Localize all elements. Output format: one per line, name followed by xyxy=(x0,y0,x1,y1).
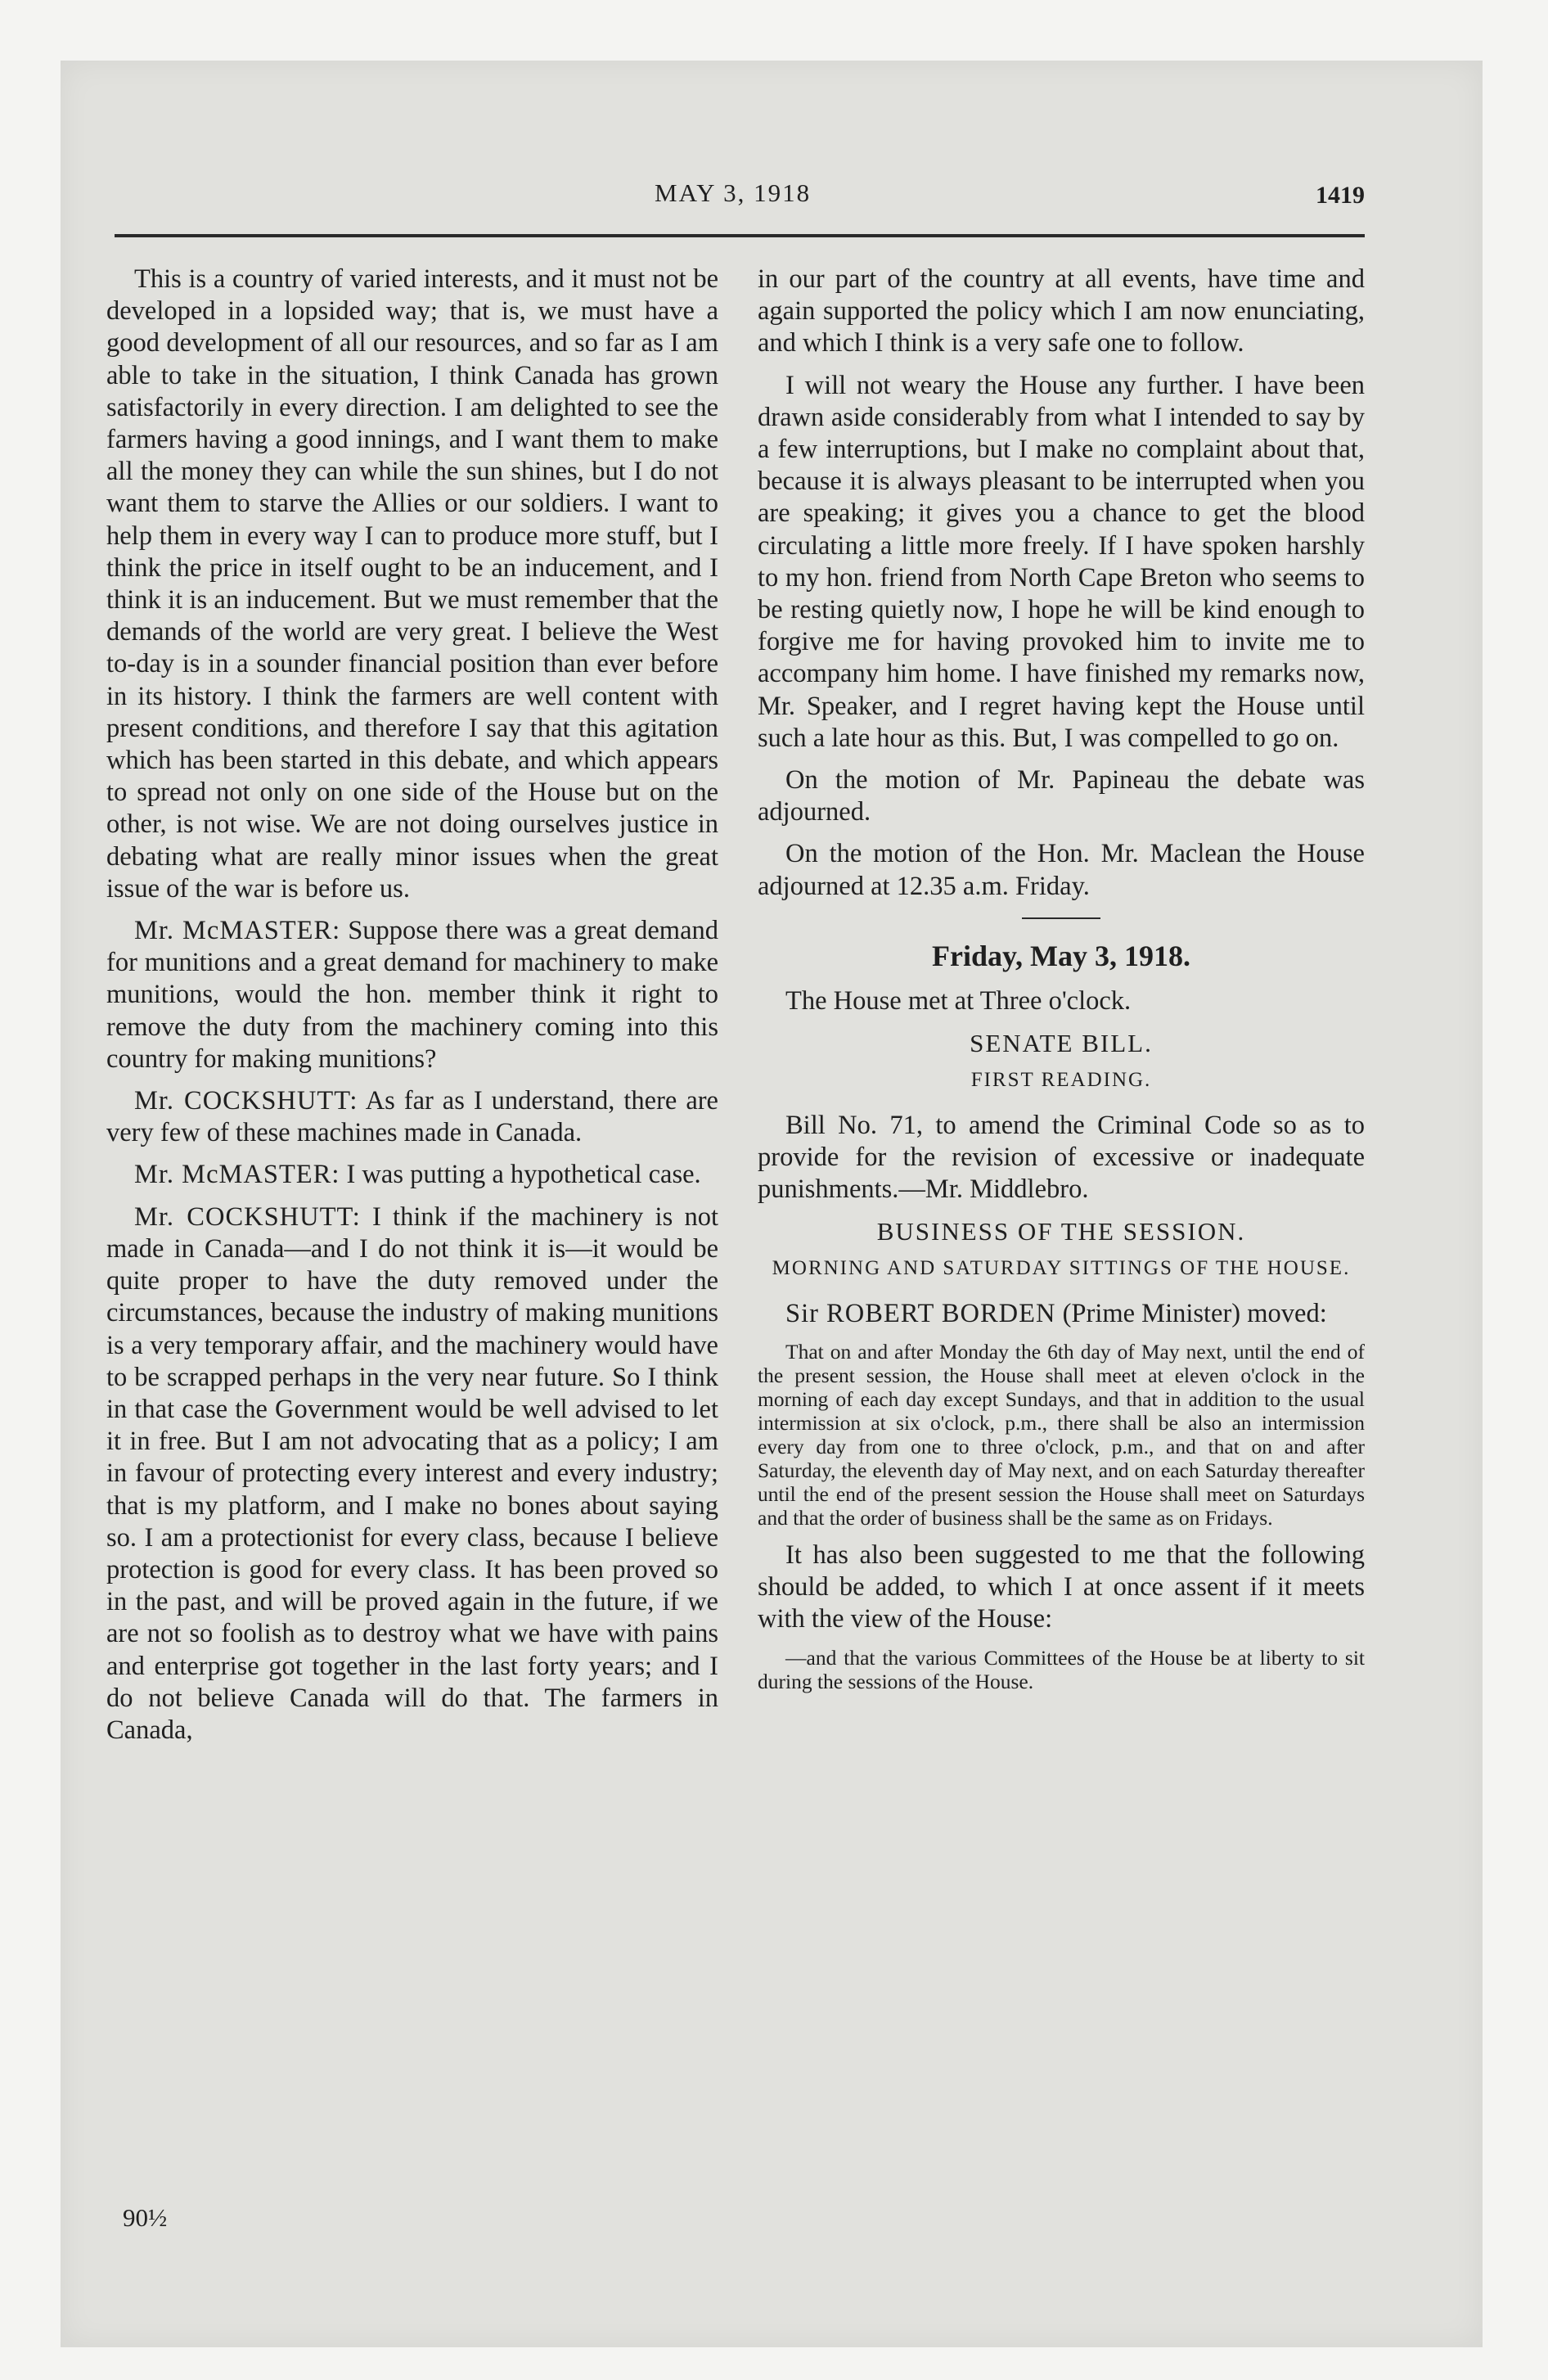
subsection-heading: FIRST READING. xyxy=(970,1069,1152,1092)
speech-text: I think if the machinery is not made in Canada—and I do not think it is—it would be quite proper to have the duty removed under the circumstances, because the industry of making munitions is a very temporary affair, and the machinery would have to be scrapped perhaps in the very near future. So I think in that case the Government would be well advised to let it in free. But I am not advocating that as a policy; I am in favour of protecting every interest and every industry; that is my platform, and I make no bones about saying so. I am a protectionist for every class, because I believe protection is good for every class. It has been proved so in the past, and will be proved again in the future, if we are not so foolish as to destroy what we have with pains and enterprise got together in the last forty years; and I do not believe Canada will do that. The farmers in Canada, xyxy=(106,1201,718,1745)
paragraph xyxy=(106,1085,718,1149)
speaker-name: Mr. COCKSHUTT: xyxy=(134,1201,361,1232)
paragraph: On the motion of Mr. Papineau the debate was adjourned. xyxy=(758,765,1365,827)
right-column xyxy=(758,264,1365,1693)
paragraph: This is a country of varied interests, and it must not be developed in a lopsided way; that is, we must have a good development of all our resources, and so far as I am able to take in the situation, I think Canada has grown satisfactorily in every direction. I am delighted to see the farmers having a good innings, and I want them to make all the money they can while the sun shines, but I do not want them to starve the Allies or our soldiers. I want to help them in every way I can to produce more stuff, but I think the price in itself ought to be an inducement, and I think it is an inducement. But we must remember that the demands of the world are very great. I believe the West to-day is in a sounder financial position than ever before in its history. I think the farmers are well content with present conditions, and therefore I say that this agitation which has been started in this debate, and which appears to spread not only on one side of the House but on the other, is not wise. We are not doing ourselves justice in debating what are really minor issues when the great issue of the war is before us. xyxy=(106,264,718,904)
section-divider xyxy=(1022,917,1100,919)
paragraph xyxy=(106,1159,718,1191)
section-heading: SENATE BILL. xyxy=(970,1029,1153,1058)
paragraph xyxy=(106,1201,718,1747)
paragraph: Bill No. 71, to amend the Criminal Code so as to provide for the revision of excessive or inadequate punishments.—Mr. Middlebro. xyxy=(758,1110,1365,1205)
paragraph: It has also been suggested to me that the following should be added, to which I at once assent if it meets with the view of the House: xyxy=(758,1539,1365,1634)
paragraph: I will not weary the House any further. I have been drawn aside considerably from what I intended to say by a few interruptions, but I make no complaint about that, because it is always pleasant to be interrupted when you are speaking; it gives you a chance to get the blood circulating a little more freely. If I have spoken harshly to my hon. friend from North Cape Breton who seems to be resting quietly now, I hope he will be kind enough to forgive me for having provoked him to invite me to accompany him home. I have finished my remarks now, Mr. Speaker, and I regret having kept the House until such a late hour as this. But, I was compelled to go on. xyxy=(758,370,1365,753)
paragraph xyxy=(106,915,718,1075)
speaker-name: Mr. COCKSHUTT: xyxy=(134,1086,358,1116)
header-rule xyxy=(115,234,1365,237)
speech-text: Suppose there was a great demand for munitions and a great demand for machinery to make munitions, would the hon. member think it right to remove the duty from the machinery coming into this country for making munitions? xyxy=(106,916,718,1074)
page-number: 1419 xyxy=(1316,182,1365,209)
paragraph: The House met at Three o'clock. xyxy=(785,986,1132,1016)
speaker-name: Mr. McMASTER: xyxy=(134,916,341,946)
section-heading: BUSINESS OF THE SESSION. xyxy=(876,1217,1246,1246)
speech-text: As far as I understand, there are very few of these machines made in Canada. xyxy=(106,1086,718,1148)
motion-text: That on and after Monday the 6th day of May next, until the end of the present session, the House shall meet at eleven o'clock in the morning of each day except Sundays, and that in addition to the usual intermission at six o'clock, p.m., there shall be also an intermission every day from one to three o'clock, p.m., and that on and after Saturday, the eleventh day of May next, and on each Saturday thereafter until the end of the present session the House shall meet on Saturdays and that the order of business shall be the same as on Fridays. xyxy=(758,1339,1365,1530)
paragraph: On the motion of the Hon. Mr. Maclean the House adjourned at 12.35 a.m. Friday. xyxy=(758,839,1365,901)
signature-mark: 90½ xyxy=(123,2203,168,2232)
subsection-heading: MORNING AND SATURDAY SITTINGS OF THE HOUSE. xyxy=(772,1257,1351,1280)
running-head: MAY 3, 1918 xyxy=(655,178,812,207)
paragraph xyxy=(758,1298,1365,1330)
speaker-name: Sir ROBERT BORDEN xyxy=(785,1298,1056,1328)
page-header xyxy=(0,178,1548,211)
left-column xyxy=(106,264,718,1756)
date-heading: Friday, May 3, 1918. xyxy=(932,939,1190,972)
paragraph: in our part of the country at all events, have time and again supported the policy which I am now enunciating, and which I think is a very safe one to follow. xyxy=(758,264,1365,358)
motion-text: —and that the various Committees of the House be at liberty to sit during the sessions of the House. xyxy=(758,1645,1365,1693)
speech-text: (Prime Minister) moved: xyxy=(1055,1298,1327,1328)
speaker-name: Mr. McMASTER: xyxy=(134,1160,340,1190)
speech-text: I was putting a hypothetical case. xyxy=(340,1160,701,1190)
